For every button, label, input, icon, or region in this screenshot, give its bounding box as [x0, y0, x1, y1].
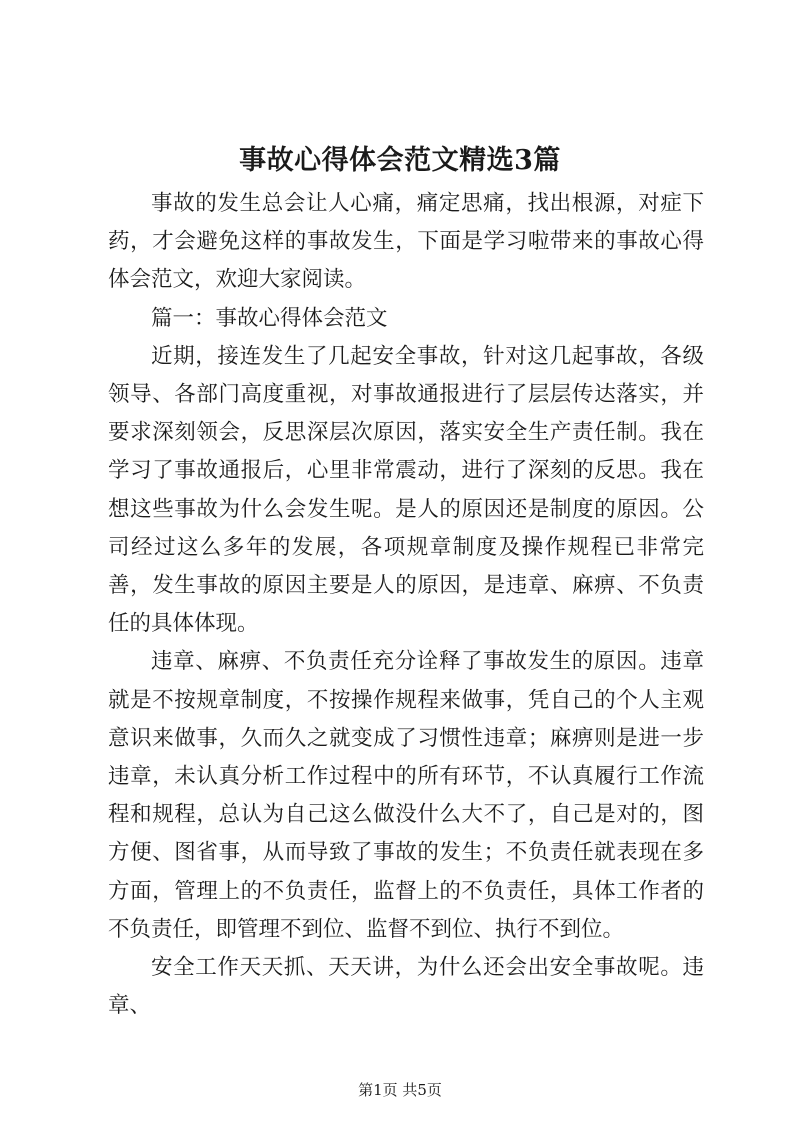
body-paragraph: 安全工作天天抓、天天讲，为什么还会出安全事故呢。违章、: [108, 955, 704, 1019]
page-number-footer: 第1页 共5页: [358, 1081, 442, 1099]
intro-paragraph: 事故的发生总会让人心痛，痛定思痛，找出根源，对症下药，才会避免这样的事故发生，下面是学习啦带来的事故心得体会范文，欢迎大家阅读。: [108, 191, 704, 293]
body-paragraph: 违章、麻痹、不负责任充分诠释了事故发生的原因。违章就是不按规章制度，不按操作规程来做事，凭自己的个人主观意识来做事，久而久之就变成了习惯性违章；麻痹则是进一步违章，未认真分析工作过程中的所有环节，不认真履行工作流程和规程，总认为自己这么做没什么大不了，自己是对的，图方便、图省事，从而导致了事故的发生；不负责任就表现在多方面，管理上的不负责任，监督上的不负责任，具体工作者的不负责任，即管理不到位、监督不到位、执行不到位。: [108, 649, 704, 942]
body-paragraph: 近期，接连发生了几起安全事故，针对这几起事故，各级领导、各部门高度重视，对事故通报进行了层层传达落实，并要求深刻领会，反思深层次原因，落实安全生产责任制。我在学习了事故通报后，心里非常震动，进行了深刻的反思。我在想这些事故为什么会发生呢。是人的原因还是制度的原因。公司经过这么多年的发展，各项规章制度及操作规程已非常完善，发生事故的原因主要是人的原因，是违章、麻痹、不负责任的具体体现。: [108, 343, 704, 637]
document-body: [108, 185, 704, 1025]
section-heading: 篇一：事故心得体会范文: [151, 305, 388, 331]
document-title: 事故心得体会范文精选3篇: [239, 145, 561, 176]
